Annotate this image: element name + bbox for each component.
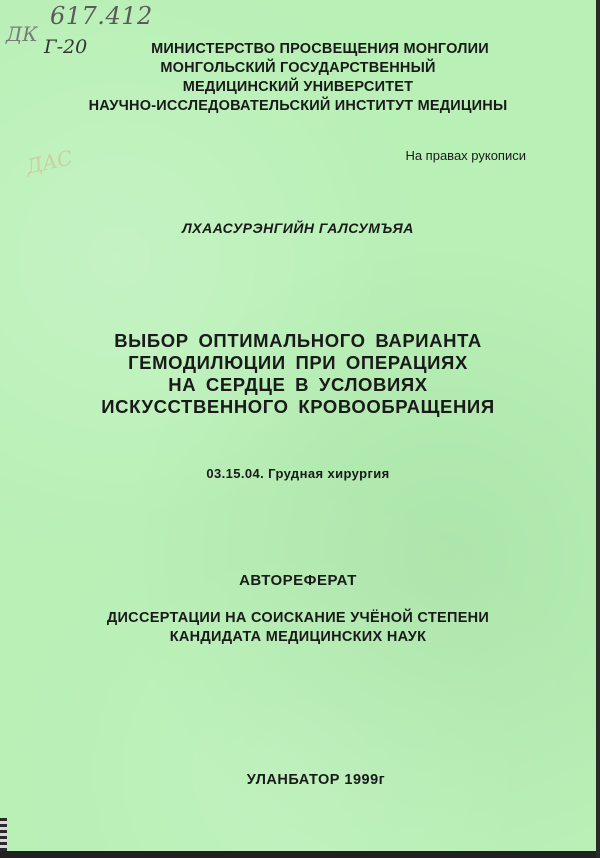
degree-statement	[0, 609, 596, 647]
institution-line: МОНГОЛЬСКИЙ ГОСУДАРСТВЕННЫЙ	[160, 60, 436, 76]
institution-line: МИНИСТЕРСТВО ПРОСВЕЩЕНИЯ МОНГОЛИИ	[151, 41, 489, 57]
scan-right-edge	[596, 0, 600, 858]
author-name: ЛХААСУРЭНГИЙН ГАЛСУМЪЯА	[182, 220, 414, 236]
title-line: ГЕМОДИЛЮЦИИ ПРИ ОПЕРАЦИЯХ	[128, 352, 468, 373]
handwritten-shelf-prefix: ДК	[6, 22, 38, 46]
rights-note: На правах рукописи	[405, 148, 526, 163]
specialty-code: 03.15.04. Грудная хирургия	[206, 466, 390, 481]
institution-line: МЕДИЦИНСКИЙ УНИВЕРСИТЕТ	[182, 79, 414, 95]
dissertation-title	[0, 330, 596, 418]
title-line: НА СЕРДЦЕ В УСЛОВИЯХ	[168, 374, 428, 395]
title-line: ВЫБОР ОПТИМАЛЬНОГО ВАРИАНТА	[114, 330, 482, 351]
scan-bottom-edge	[0, 851, 596, 858]
degree-line: КАНДИДАТА МЕДИЦИНСКИХ НАУК	[169, 629, 427, 645]
title-line: ИСКУССТВЕННОГО КРОВООБРАЩЕНИЯ	[101, 396, 495, 417]
place-and-year: УЛАНБАТОР 1999г	[246, 772, 386, 788]
document-type: АВТОРЕФЕРАТ	[239, 572, 357, 589]
handwritten-shelf-number: 617.412	[50, 2, 153, 30]
handwritten-shelf-code: Г-20	[44, 36, 88, 58]
institution-header	[0, 40, 596, 116]
institution-line: НАУЧНО-ИССЛЕДОВАТЕЛЬСКИЙ ИНСТИТУТ МЕДИЦИНЫ	[88, 98, 508, 114]
handwritten-library-mark: ДАС	[24, 145, 75, 179]
degree-line: ДИССЕРТАЦИИ НА СОИСКАНИЕ УЧЁНОЙ СТЕПЕНИ	[106, 610, 490, 626]
